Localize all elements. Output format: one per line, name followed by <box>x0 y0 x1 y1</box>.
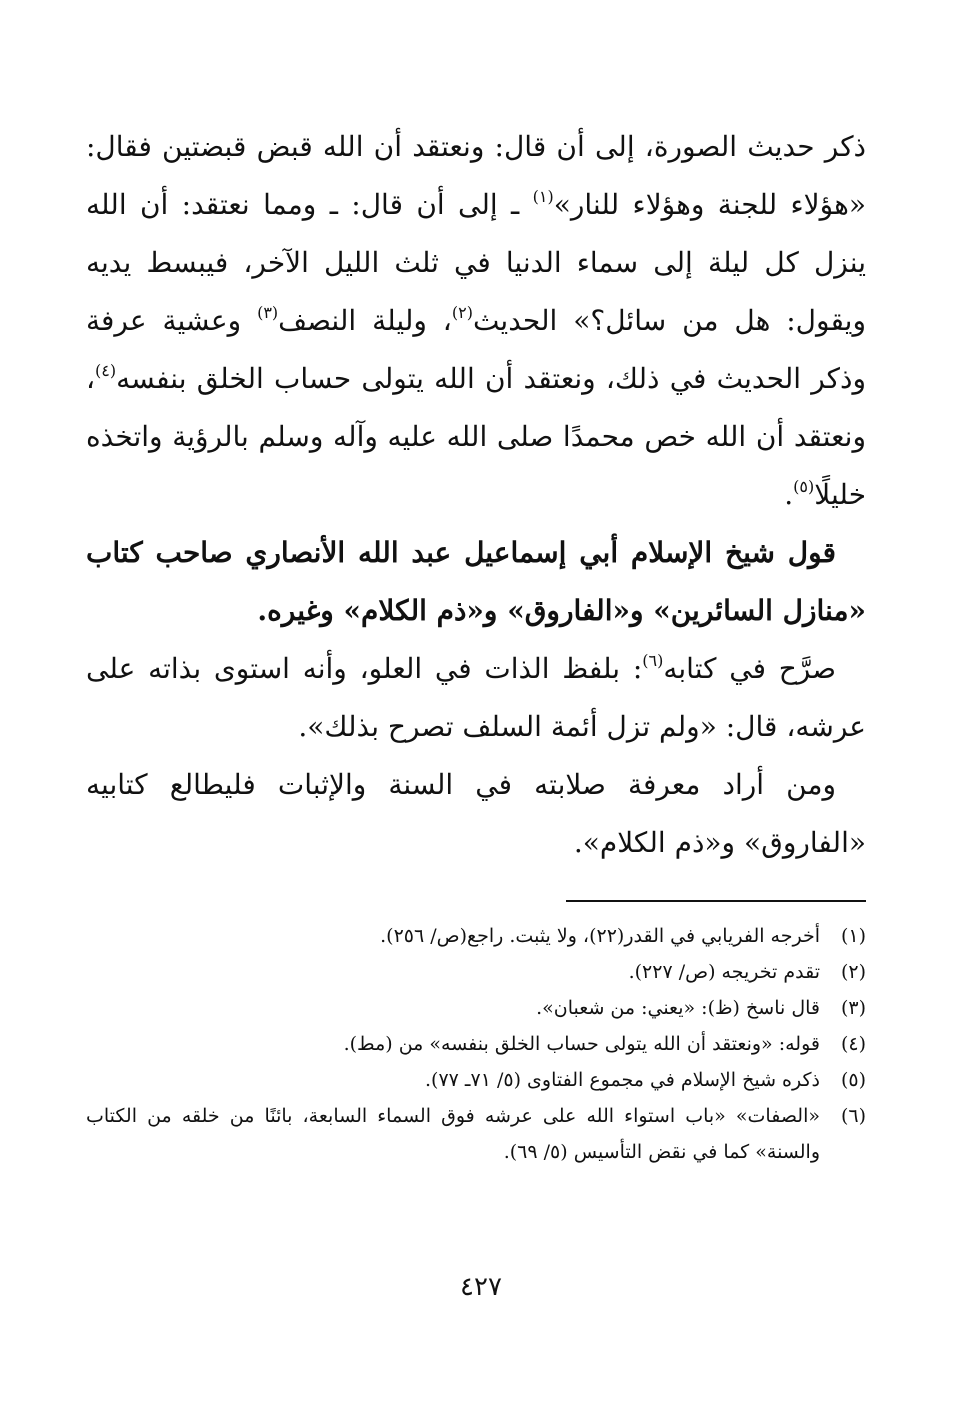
footnote-2 <box>86 954 866 990</box>
footnote-ref-4[interactable]: (٤) <box>95 361 117 380</box>
footnote-ref-6[interactable]: (٦) <box>642 651 664 670</box>
footnote-6 <box>86 1098 866 1170</box>
footnote-number: (٥) <box>840 1069 866 1091</box>
text-segment: ، ونعتقد أن الله خص محمدًا صلى الله عليه وآله وسلم بالرؤية واتخذه خليلًا <box>86 362 866 511</box>
footnote-text: «الصفات» «باب استواء الله على عرشه فوق السماء السابعة، بائنًا من خلقه من الكتاب والسنة» كما في نقض التأسيس (٥/ ٦٩). <box>86 1105 820 1163</box>
text-segment: صرَّح في كتابه <box>663 652 836 685</box>
text-segment: ذكر حديث الصورة، إلى أن قال: ونعتقد أن الله قبض قبضتين فقال: «هؤلاء للجنة وهؤلاء للنار» <box>86 130 866 221</box>
main-text <box>86 118 866 872</box>
footnote-text: قال ناسخ (ظ): «يعني: من شعبان». <box>536 997 820 1019</box>
footnote-ref-1[interactable]: (١) <box>532 187 554 206</box>
footnote-number: (٣) <box>840 997 866 1019</box>
footnote-number: (٢) <box>840 961 866 983</box>
footnote-number: (١) <box>840 925 866 947</box>
footnote-ref-2[interactable]: (٢) <box>451 303 473 322</box>
paragraph-3: ومن أراد معرفة صلابته في السنة والإثبات فليطالع كتابيه «الفاروق» و«ذم الكلام». <box>86 768 866 859</box>
footnote-5 <box>86 1062 866 1098</box>
footnote-4 <box>86 1026 866 1062</box>
footnote-separator <box>566 900 866 902</box>
footnote-number: (٤) <box>840 1033 866 1055</box>
footnote-text: ذكره شيخ الإسلام في مجموع الفتاوى (٥/ ٧١ـ ٧٧). <box>425 1069 820 1091</box>
footnotes-section <box>86 918 866 1170</box>
footnote-ref-5[interactable]: (٥) <box>793 477 815 496</box>
page-number: ٤٢٧ <box>460 1272 502 1302</box>
paragraph-2 <box>86 640 866 756</box>
footnote-text: قوله: «ونعتقد أن الله يتولى حساب الخلق بنفسه» من (مط). <box>343 1033 820 1055</box>
text-segment: ـ إلى أن قال: ـ ومما نعتقد: أن الله ينزل كل ليلة إلى سماء الدنيا في ثلث الليل الآخر، فيبسط يديه ويقول: هل من سائل؟» الحديث <box>86 188 866 337</box>
footnote-text: أخرجه الفريابي في القدر(٢٢)، ولا يثبت. راجع(ص/ ٢٥٦). <box>380 925 820 947</box>
text-segment: : بلفظ الذات في العلو، وأنه استوى بذاته على عرشه، قال: «ولم تزل أئمة السلف تصرح بذلك». <box>86 652 866 743</box>
footnote-text: تقدم تخريجه (ص/ ٢٢٧). <box>628 961 820 983</box>
text-segment: ، وليلة النصف <box>278 304 452 337</box>
section-heading: قول شيخ الإسلام أبي إسماعيل عبد الله الأنصاري صاحب كتاب «منازل السائرين» و«الفاروق» و«ذم الكلام» وغيره. <box>86 536 866 627</box>
footnote-3 <box>86 990 866 1026</box>
footnote-ref-3[interactable]: (٣) <box>257 303 279 322</box>
footnote-number: (٦) <box>840 1105 866 1127</box>
text-segment: وعشية عرفة وذكر الحديث في ذلك، ونعتقد أن الله يتولى حساب الخلق بنفسه <box>86 304 866 395</box>
text-segment: . <box>784 478 794 511</box>
footnote-1 <box>86 918 866 954</box>
paragraph-1 <box>86 118 866 524</box>
